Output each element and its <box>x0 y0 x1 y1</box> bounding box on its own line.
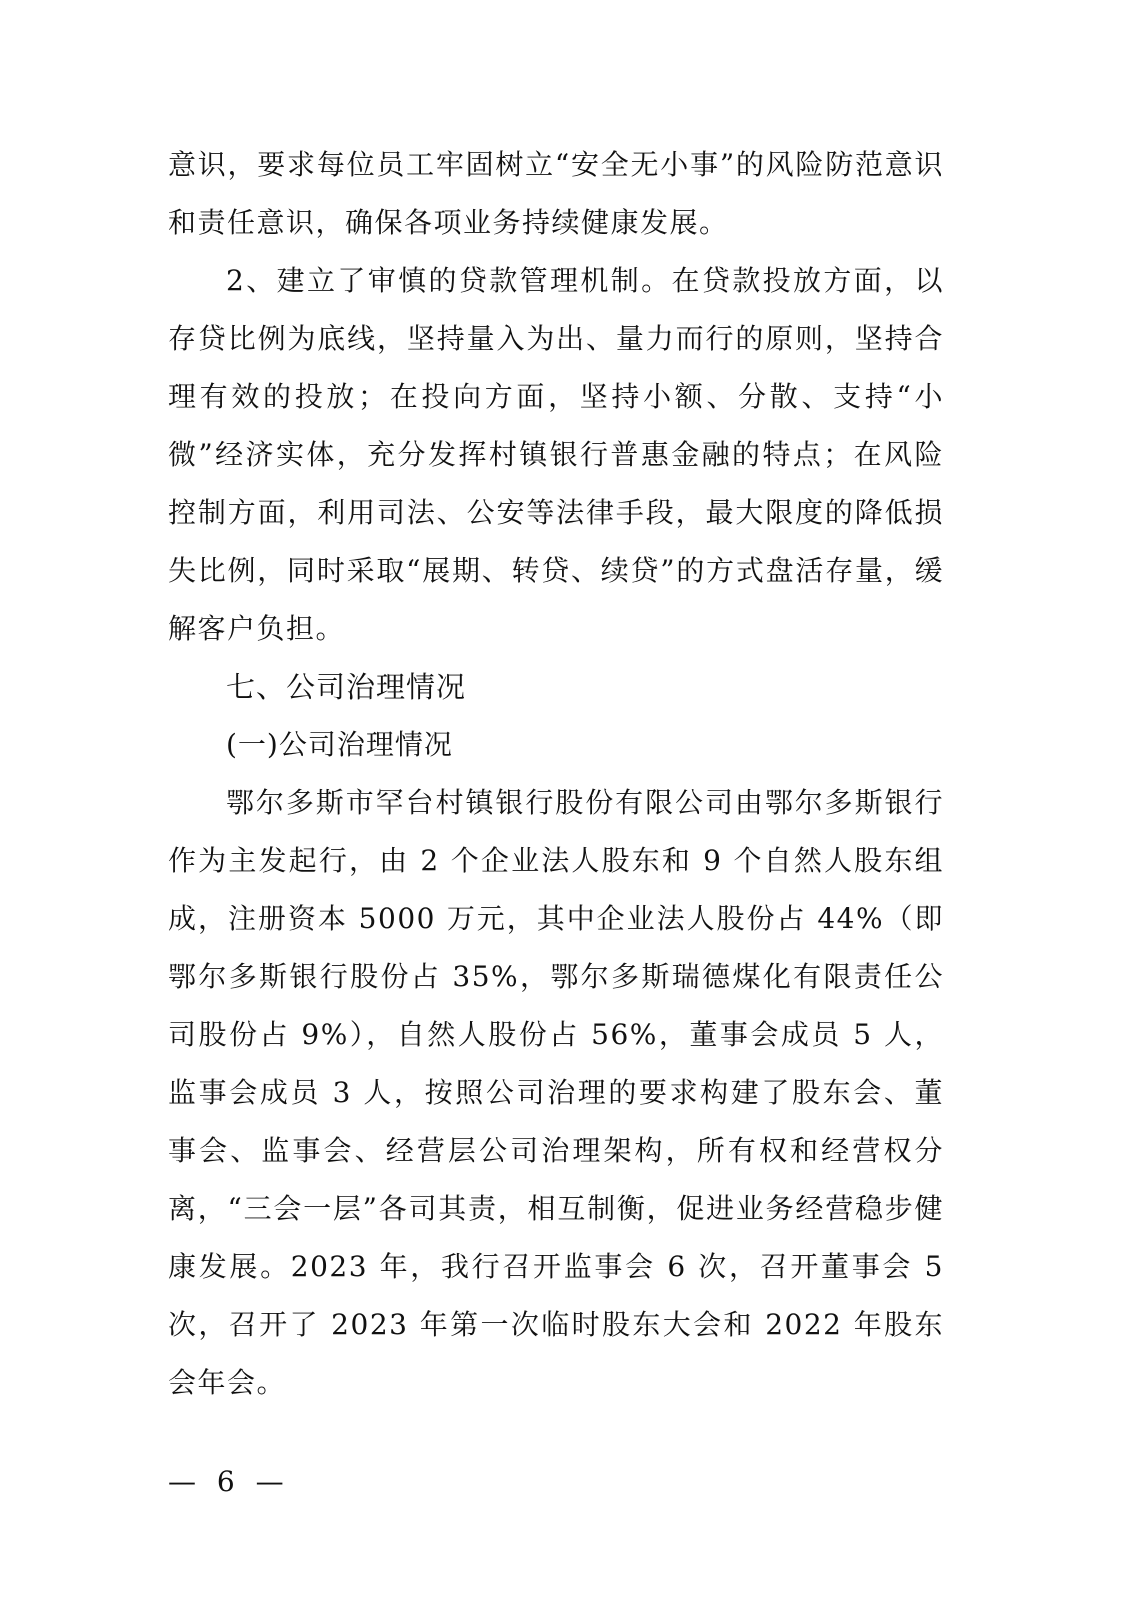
paragraph-loan-management: 2、建立了审慎的贷款管理机制。在贷款投放方面，以存贷比例为底线，坚持量入为出、量力而行的原则，坚持合理有效的投放；在投向方面，坚持小额、分散、支持“小微”经济实体，充分发挥村镇银行普惠金融的特点；在风险控制方面，利用司法、公安等法律手段，最大限度的降低损失比例，同时采取“展期、转贷、续贷”的方式盘活存量，缓解客户负担。 <box>168 264 944 645</box>
paragraph-corporate-governance: 鄂尔多斯市罕台村镇银行股份有限公司由鄂尔多斯银行作为主发起行，由 2 个企业法人股东和 9 个自然人股东组成，注册资本 5000 万元，其中企业法人股份占 44%（即鄂尔多斯银行股份占 35%，鄂尔多斯瑞德煤化有限责任公司股份占 9%），自然人股份占 56%，董事会成员 5 人，监事会成员 3 人，按照公司治理的要求构建了股东会、董事会、监事会、经营层公司治理架构，所有权和经营权分离，“三会一层”各司其责，相互制衡，促进业务经营稳步健康发展。2023 年，我行召开监事会 6 次，召开董事会 5 次，召开了 2023 年第一次临时股东大会和 2022 年股东会年会。 <box>168 786 944 1399</box>
document-body <box>168 136 944 1412</box>
page-number: — 6 — <box>168 1465 290 1498</box>
paragraph-risk-awareness: 意识，要求每位员工牢固树立“安全无小事”的风险防范意识和责任意识，确保各项业务持续健康发展。 <box>168 148 944 239</box>
section-heading: 七、公司治理情况 <box>226 670 467 704</box>
subsection-heading: (一)公司治理情况 <box>226 728 453 761</box>
